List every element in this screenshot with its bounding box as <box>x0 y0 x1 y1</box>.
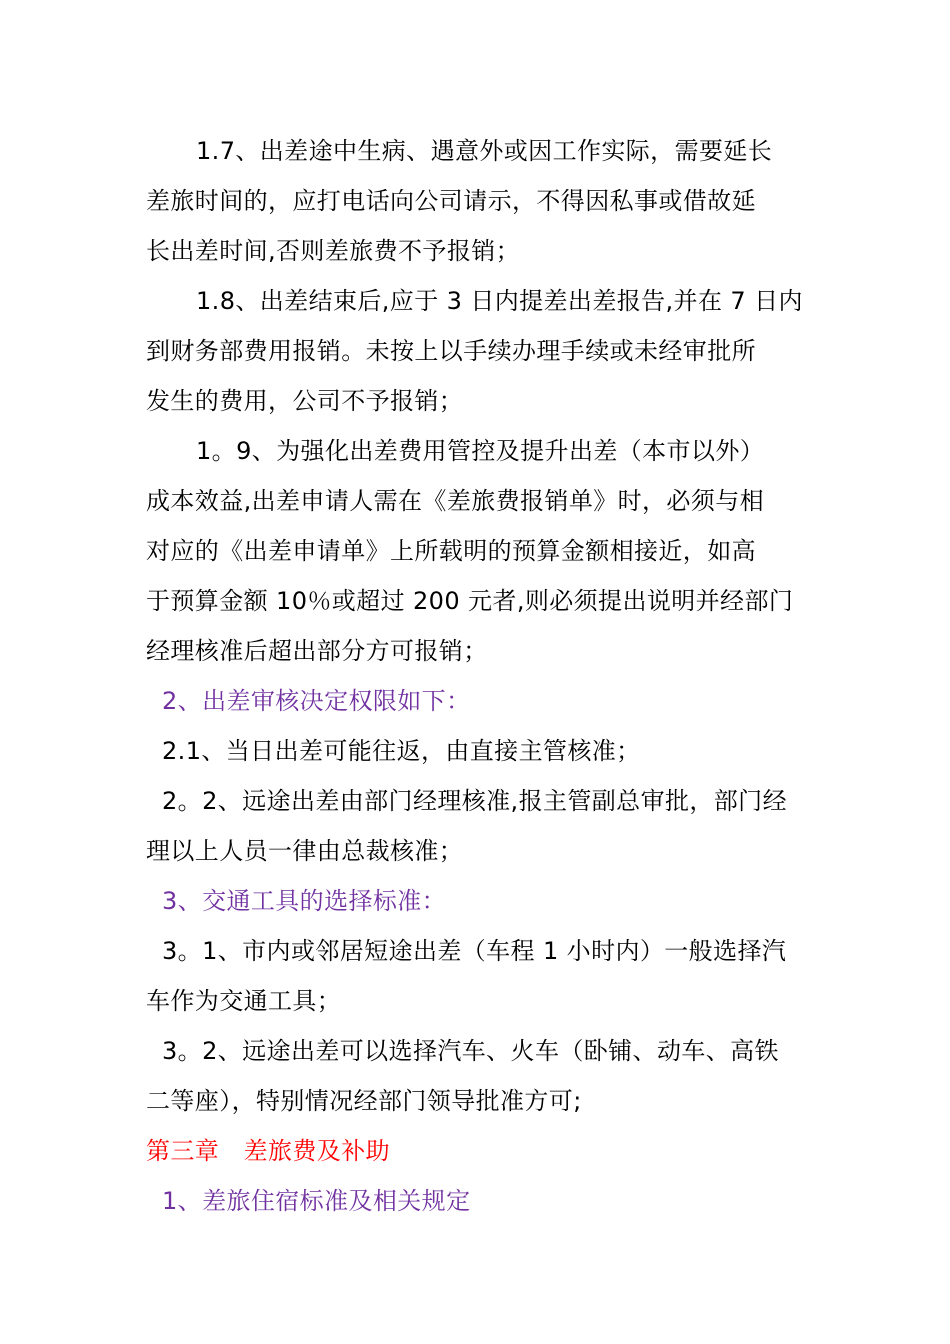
paragraph-line: 成本效益,出差申请人需在《差旅费报销单》时，必须与相 <box>146 487 765 515</box>
paragraph-line-1-8: 1.8、出差结束后,应于 3 日内提差出差报告,并在 7 日内 <box>196 287 803 315</box>
section-heading-approval: 2、出差审核决定权限如下： <box>162 687 471 715</box>
paragraph-line-3-2: 3。2、远途出差可以选择汽车、火车（卧铺、动车、高铁 <box>162 1037 779 1065</box>
section-heading-transport: 3、交通工具的选择标准： <box>162 887 447 915</box>
paragraph-line: 于预算金额 10％或超过 200 元者,则必须提出说明并经部门 <box>146 587 794 615</box>
paragraph-line-2-1: 2.1、当日出差可能往返，由直接主管核准； <box>162 737 641 765</box>
paragraph-line-1-7: 1.7、出差途中生病、遇意外或因工作实际，需要延长 <box>196 137 773 165</box>
paragraph-line: 理以上人员一律由总裁核准； <box>146 837 464 865</box>
paragraph-line: 到财务部费用报销。未按上以手续办理手续或未经审批所 <box>146 337 756 365</box>
chapter-heading: 第三章 差旅费及补助 <box>146 1137 390 1165</box>
paragraph-line-3-1: 3。1、市内或邻居短途出差（车程 1 小时内）一般选择汽 <box>162 937 787 965</box>
paragraph-line: 经理核准后超出部分方可报销； <box>146 637 488 665</box>
paragraph-line: 差旅时间的，应打电话向公司请示，不得因私事或借故延 <box>146 187 756 215</box>
paragraph-line: 二等座），特别情况经部门领导批准方可; <box>146 1087 582 1115</box>
paragraph-line: 车作为交通工具； <box>146 987 342 1015</box>
paragraph-line-1-9: 1。9、为强化出差费用管控及提升出差（本市以外） <box>196 437 765 465</box>
paragraph-line-2-2: 2。2、远途出差由部门经理核准,报主管副总审批，部门经 <box>162 787 787 815</box>
section-heading-lodging: 1、差旅住宿标准及相关规定 <box>162 1187 471 1215</box>
paragraph-line: 长出差时间,否则差旅费不予报销； <box>146 237 521 265</box>
paragraph-line: 对应的《出差申请单》上所载明的预算金额相接近，如高 <box>146 537 756 565</box>
paragraph-line: 发生的费用，公司不予报销； <box>146 387 464 415</box>
